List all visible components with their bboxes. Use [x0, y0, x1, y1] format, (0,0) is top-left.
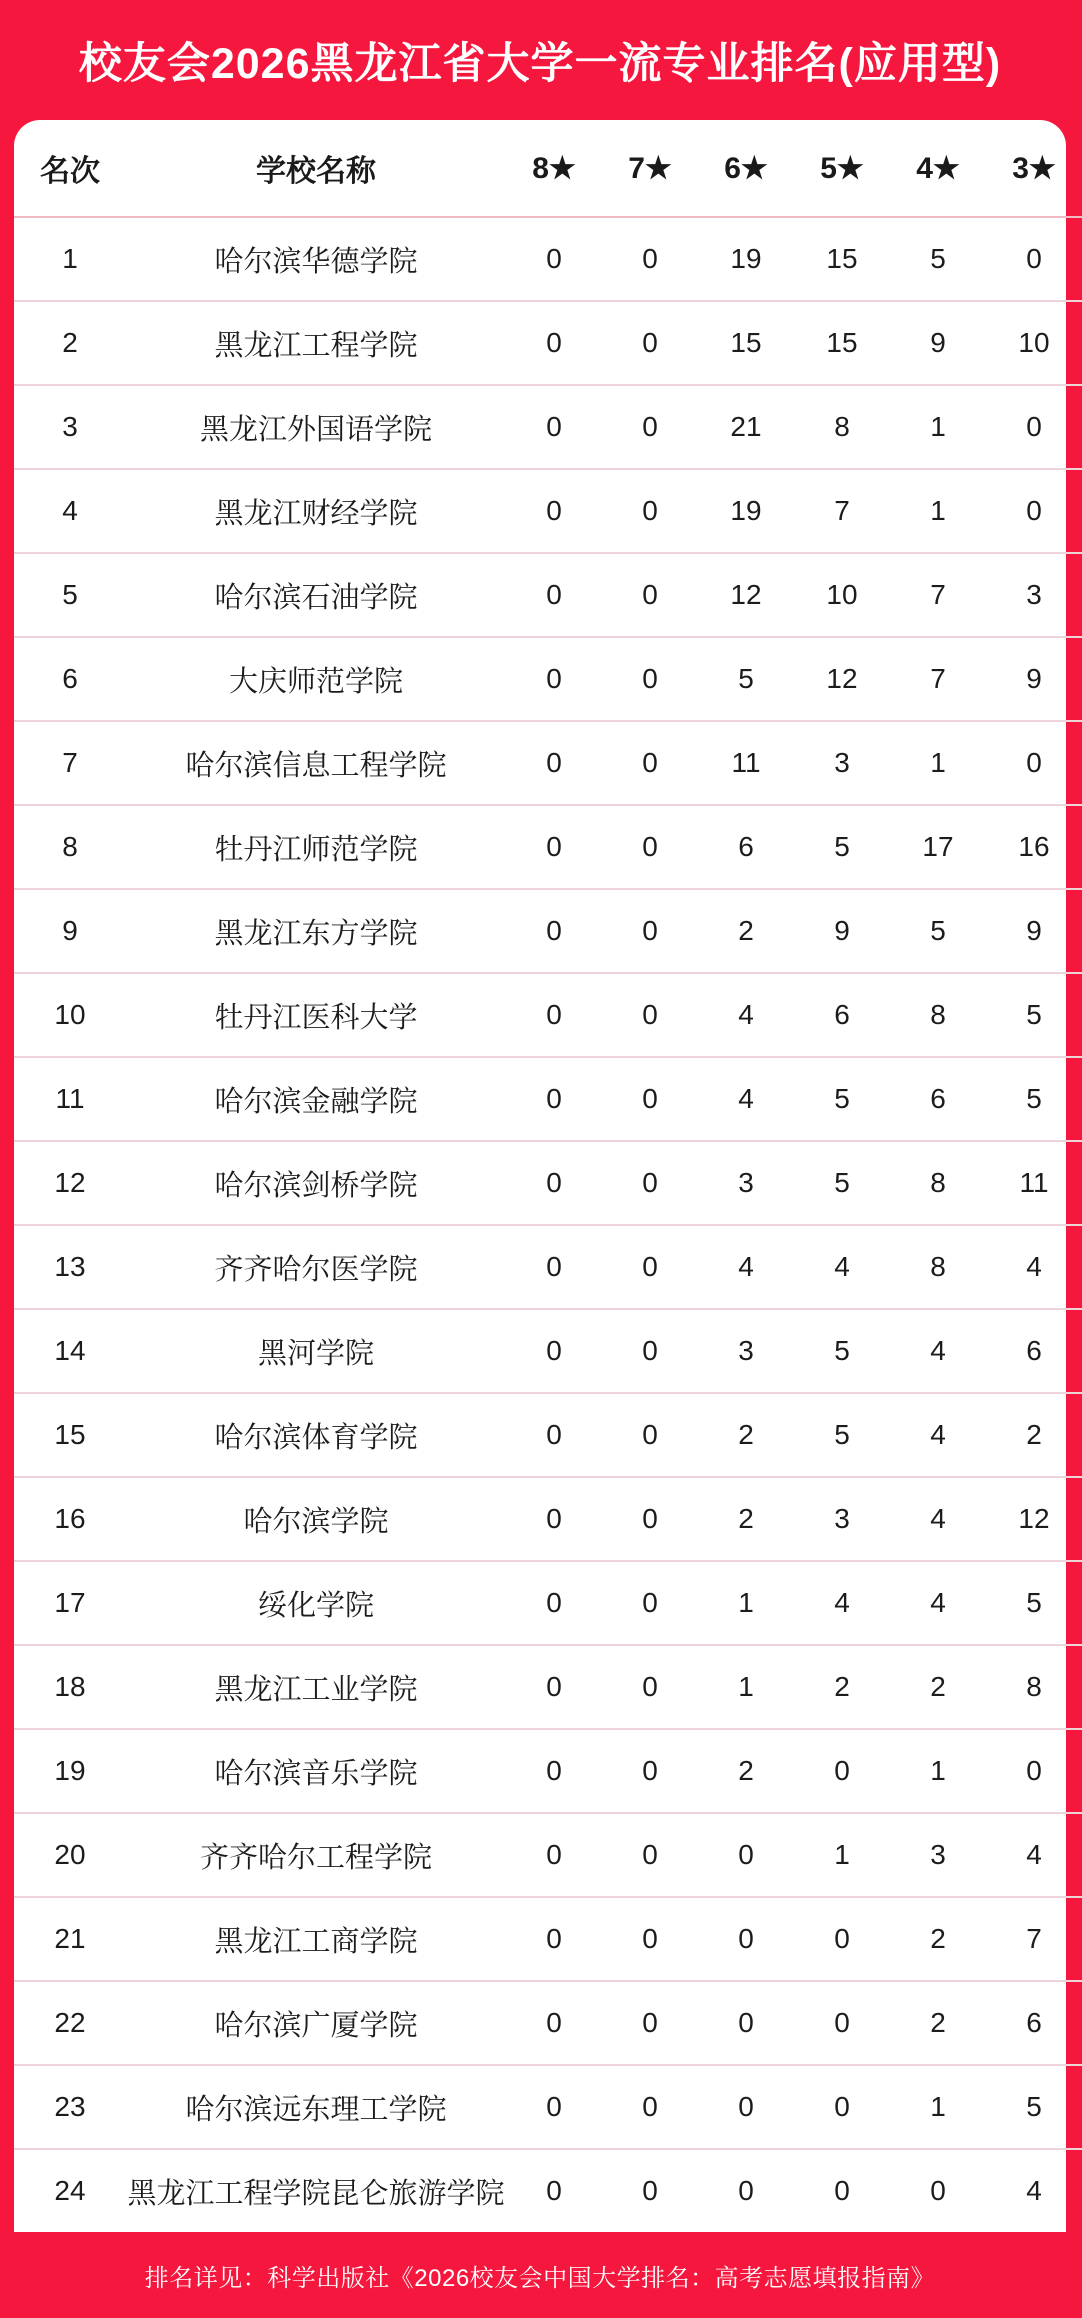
- cell-s8-count: 0: [506, 1981, 602, 2065]
- cell-s7-count: 0: [602, 1393, 698, 1477]
- cell-rank: 24: [54, 2175, 86, 2206]
- cell-school-name: 黑龙江工业学院: [126, 1645, 506, 1729]
- cell-s7-count: 0: [602, 217, 698, 301]
- cell-s6-count: 4: [698, 1225, 794, 1309]
- cell-s5-count: 2: [794, 1645, 890, 1729]
- cell-s8-count: 0: [506, 1645, 602, 1729]
- table-row: [14, 637, 1082, 721]
- cell-s6-count: 12: [698, 553, 794, 637]
- table-row: [14, 721, 1082, 805]
- cell-s6-count: 15: [698, 301, 794, 385]
- cell-s7-count: 0: [602, 1477, 698, 1561]
- cell-s8-count: 0: [506, 889, 602, 973]
- cell-s6-count: 2: [698, 1729, 794, 1813]
- table-header: [14, 120, 1082, 217]
- cell-rank: 23: [14, 2065, 126, 2149]
- table-row: [14, 1057, 1082, 1141]
- table-row: [14, 1225, 1082, 1309]
- cell-s3-count: 4: [1026, 2175, 1042, 2206]
- cell-rank: 19: [14, 1729, 126, 1813]
- cell-s3-count: 11: [986, 1141, 1082, 1225]
- cell-s7-count: 0: [602, 889, 698, 973]
- cell-school-name: 哈尔滨广厦学院: [126, 1981, 506, 2065]
- table-row: [14, 301, 1082, 385]
- table-header-row: [14, 120, 1082, 217]
- cell-s5-count: 5: [794, 1393, 890, 1477]
- cell-s6-count: 6: [698, 805, 794, 889]
- table-row: [14, 1981, 1082, 2065]
- cell-s6-count: 0: [698, 1897, 794, 1981]
- cell-s5-count: 0: [794, 1729, 890, 1813]
- cell-school-name: 哈尔滨剑桥学院: [126, 1141, 506, 1225]
- cell-s7-count: 0: [602, 1057, 698, 1141]
- ranking-table: [14, 120, 1082, 2232]
- cell-rank: 5: [14, 553, 126, 637]
- cell-school-name: 黑龙江工程学院昆仑旅游学院: [127, 2177, 505, 2210]
- cell-s6-count: 11: [698, 721, 794, 805]
- cell-s4-count: 4: [890, 1477, 986, 1561]
- table-row: [14, 1561, 1082, 1645]
- cell-s7-count: 0: [602, 1645, 698, 1729]
- cell-s5-count: 6: [794, 973, 890, 1057]
- table-row: [14, 217, 1082, 301]
- cell-s4-count: 17: [890, 805, 986, 889]
- cell-s4-count: 8: [890, 1141, 986, 1225]
- cell-school-name: 黑河学院: [126, 1309, 506, 1393]
- cell-rank: 22: [14, 1981, 126, 2065]
- cell-rank: 18: [14, 1645, 126, 1729]
- cell-rank: 21: [14, 1897, 126, 1981]
- cell-s5-count: 3: [794, 721, 890, 805]
- cell-s5-count: 0: [794, 1897, 890, 1981]
- cell-school-name: 绥化学院: [126, 1561, 506, 1645]
- cell-s4-count: 7: [890, 553, 986, 637]
- column-header-3-star: 3★: [986, 120, 1082, 217]
- cell-s5-count: 5: [794, 805, 890, 889]
- cell-s5-count: 10: [794, 553, 890, 637]
- cell-s6-count: 3: [698, 1141, 794, 1225]
- cell-school-name: 黑龙江东方学院: [126, 889, 506, 973]
- cell-rank: 14: [14, 1309, 126, 1393]
- cell-school-name: 大庆师范学院: [126, 637, 506, 721]
- cell-s4-count: 4: [890, 1393, 986, 1477]
- column-header-rank: 名次: [14, 120, 126, 217]
- cell-s7-count: 0: [602, 1561, 698, 1645]
- cell-s3-count: 12: [986, 1477, 1082, 1561]
- cell-s3-count: 9: [986, 889, 1082, 973]
- cell-school-name: 黑龙江外国语学院: [126, 385, 506, 469]
- cell-school-name: 哈尔滨体育学院: [126, 1393, 506, 1477]
- cell-s4-count: 2: [890, 1981, 986, 2065]
- cell-school-name: 哈尔滨金融学院: [126, 1057, 506, 1141]
- cell-s5-count: 7: [794, 469, 890, 553]
- cell-s4-count: 2: [890, 1645, 986, 1729]
- cell-s7-count: 0: [602, 805, 698, 889]
- table-row: [14, 973, 1082, 1057]
- cell-s7-count: 0: [602, 1309, 698, 1393]
- table-row: [14, 2065, 1082, 2149]
- cell-s3-count: 5: [986, 973, 1082, 1057]
- cell-s5-count: 8: [794, 385, 890, 469]
- cell-s3-count: 0: [986, 385, 1082, 469]
- cell-rank: 13: [14, 1225, 126, 1309]
- cell-s8-count: 0: [506, 553, 602, 637]
- cell-s3-count: 0: [986, 469, 1082, 553]
- column-header-8-star: 8★: [506, 120, 602, 217]
- table-row: [14, 2149, 1082, 2232]
- table-row: [14, 1729, 1082, 1813]
- cell-rank: 7: [14, 721, 126, 805]
- table-row: [14, 385, 1082, 469]
- cell-s5-count: 4: [794, 1225, 890, 1309]
- cell-s6-count: 2: [698, 1393, 794, 1477]
- cell-s7-count: 0: [602, 1729, 698, 1813]
- cell-s3-count: 7: [986, 1897, 1082, 1981]
- cell-s8-count: 0: [506, 1897, 602, 1981]
- cell-s4-count: 1: [890, 721, 986, 805]
- cell-s8-count: 0: [506, 1729, 602, 1813]
- cell-s4-count: 8: [890, 973, 986, 1057]
- cell-rank: 12: [14, 1141, 126, 1225]
- cell-s5-count: 5: [794, 1057, 890, 1141]
- table-row: [14, 553, 1082, 637]
- cell-s4-count: 5: [890, 217, 986, 301]
- cell-s8-count: 0: [506, 1393, 602, 1477]
- cell-s4-count: 2: [890, 1897, 986, 1981]
- cell-school-name: 齐齐哈尔工程学院: [126, 1813, 506, 1897]
- cell-s6-count: 2: [698, 889, 794, 973]
- cell-rank: 2: [14, 301, 126, 385]
- table-row: [14, 1309, 1082, 1393]
- cell-s7-count: 0: [602, 2065, 698, 2149]
- cell-school-name: 哈尔滨信息工程学院: [126, 721, 506, 805]
- cell-school-name: 哈尔滨远东理工学院: [126, 2065, 506, 2149]
- cell-s4-count: 1: [890, 2065, 986, 2149]
- cell-school-name: 哈尔滨石油学院: [126, 553, 506, 637]
- cell-s8-count: 0: [506, 301, 602, 385]
- page-title: 校友会2026黑龙江省大学一流专业排名(应用型): [78, 39, 1002, 88]
- cell-s6-count: 0: [698, 1813, 794, 1897]
- cell-s6-count: 19: [698, 469, 794, 553]
- column-header-school-name: 学校名称: [126, 120, 506, 217]
- cell-s7-count: 0: [602, 1897, 698, 1981]
- cell-rank: 1: [14, 217, 126, 301]
- cell-school-name: 黑龙江工程学院: [126, 301, 506, 385]
- cell-s4-count: 4: [890, 1561, 986, 1645]
- cell-s6-count: 21: [698, 385, 794, 469]
- cell-rank: 3: [14, 385, 126, 469]
- cell-s5-count: 0: [794, 2065, 890, 2149]
- cell-school-name: 牡丹江师范学院: [126, 805, 506, 889]
- cell-s8-count: 0: [506, 385, 602, 469]
- cell-rank: 15: [14, 1393, 126, 1477]
- cell-s4-count: 1: [890, 1729, 986, 1813]
- cell-rank: 17: [14, 1561, 126, 1645]
- cell-s5-count: 9: [794, 889, 890, 973]
- cell-s3-count: 5: [986, 1057, 1082, 1141]
- cell-s5-count: 5: [794, 1309, 890, 1393]
- cell-s6-count: 1: [698, 1645, 794, 1729]
- cell-s3-count: 5: [986, 1561, 1082, 1645]
- table-row: [14, 1141, 1082, 1225]
- cell-s5-count: 5: [794, 1141, 890, 1225]
- cell-rank: 20: [14, 1813, 126, 1897]
- cell-s5-count: 15: [794, 217, 890, 301]
- cell-s3-count: 6: [986, 1309, 1082, 1393]
- cell-school-name: 牡丹江医科大学: [126, 973, 506, 1057]
- cell-s7-count: 0: [602, 721, 698, 805]
- cell-s3-count: 4: [986, 1225, 1082, 1309]
- cell-s6-count: 1: [698, 1561, 794, 1645]
- column-header-6-star: 6★: [698, 120, 794, 217]
- cell-s6-count: 0: [738, 2175, 754, 2206]
- cell-s8-count: 0: [506, 1141, 602, 1225]
- cell-school-name: 黑龙江工商学院: [126, 1897, 506, 1981]
- table-row: [14, 805, 1082, 889]
- cell-s8-count: 0: [506, 973, 602, 1057]
- cell-s8-count: 0: [506, 217, 602, 301]
- cell-s4-count: 1: [890, 469, 986, 553]
- cell-s7-count: 0: [642, 2175, 658, 2206]
- cell-s8-count: 0: [506, 805, 602, 889]
- cell-s4-count: 5: [890, 889, 986, 973]
- table-row: [14, 469, 1082, 553]
- cell-s5-count: 4: [794, 1561, 890, 1645]
- cell-s8-count: 0: [506, 1477, 602, 1561]
- cell-s8-count: 0: [546, 2175, 562, 2206]
- cell-rank: 16: [14, 1477, 126, 1561]
- cell-s7-count: 0: [602, 553, 698, 637]
- cell-s4-count: 0: [930, 2175, 946, 2206]
- cell-rank: 10: [14, 973, 126, 1057]
- cell-s4-count: 3: [890, 1813, 986, 1897]
- table-row: [14, 889, 1082, 973]
- cell-s6-count: 4: [698, 1057, 794, 1141]
- table-row: [14, 1813, 1082, 1897]
- cell-s3-count: 0: [986, 721, 1082, 805]
- cell-s6-count: 2: [698, 1477, 794, 1561]
- cell-s8-count: 0: [506, 637, 602, 721]
- cell-s7-count: 0: [602, 469, 698, 553]
- column-header-7-star: 7★: [602, 120, 698, 217]
- cell-s3-count: 8: [986, 1645, 1082, 1729]
- table-body: [14, 217, 1082, 2232]
- cell-s4-count: 7: [890, 637, 986, 721]
- cell-school-name: 齐齐哈尔医学院: [126, 1225, 506, 1309]
- table-row: [14, 1897, 1082, 1981]
- cell-s5-count: 0: [834, 2175, 850, 2206]
- cell-s4-count: 9: [890, 301, 986, 385]
- cell-s5-count: 12: [794, 637, 890, 721]
- cell-s4-count: 1: [890, 385, 986, 469]
- cell-s7-count: 0: [602, 1813, 698, 1897]
- ranking-card: [14, 120, 1066, 2232]
- cell-s4-count: 8: [890, 1225, 986, 1309]
- cell-school-name: 哈尔滨音乐学院: [126, 1729, 506, 1813]
- cell-rank: 9: [14, 889, 126, 973]
- cell-s3-count: 2: [986, 1393, 1082, 1477]
- cell-s3-count: 10: [986, 301, 1082, 385]
- column-header-5-star: 5★: [794, 120, 890, 217]
- table-row: [14, 1645, 1082, 1729]
- cell-s7-count: 0: [602, 385, 698, 469]
- table-row: [14, 1393, 1082, 1477]
- footer-note: 排名详见：科学出版社《2026校友会中国大学排名：高考志愿填报指南》: [144, 2264, 936, 2292]
- cell-s7-count: 0: [602, 973, 698, 1057]
- cell-s3-count: 9: [986, 637, 1082, 721]
- cell-s4-count: 6: [890, 1057, 986, 1141]
- cell-s5-count: 1: [794, 1813, 890, 1897]
- cell-s6-count: 5: [698, 637, 794, 721]
- cell-rank: 4: [14, 469, 126, 553]
- cell-s6-count: 0: [698, 2065, 794, 2149]
- cell-s3-count: 5: [986, 2065, 1082, 2149]
- cell-rank: 6: [14, 637, 126, 721]
- cell-s5-count: 3: [794, 1477, 890, 1561]
- cell-s8-count: 0: [506, 1309, 602, 1393]
- cell-s6-count: 4: [698, 973, 794, 1057]
- cell-s6-count: 19: [698, 217, 794, 301]
- cell-s3-count: 6: [986, 1981, 1082, 2065]
- cell-s8-count: 0: [506, 469, 602, 553]
- cell-school-name: 哈尔滨学院: [126, 1477, 506, 1561]
- cell-s8-count: 0: [506, 1813, 602, 1897]
- cell-s3-count: 16: [986, 805, 1082, 889]
- cell-s3-count: 4: [986, 1813, 1082, 1897]
- column-header-4-star: 4★: [890, 120, 986, 217]
- cell-s4-count: 4: [890, 1309, 986, 1393]
- cell-s8-count: 0: [506, 1225, 602, 1309]
- table-row: [14, 1477, 1082, 1561]
- cell-s8-count: 0: [506, 2065, 602, 2149]
- cell-s8-count: 0: [506, 1057, 602, 1141]
- cell-school-name: 哈尔滨华德学院: [126, 217, 506, 301]
- cell-s8-count: 0: [506, 1561, 602, 1645]
- cell-s3-count: 0: [986, 1729, 1082, 1813]
- cell-s7-count: 0: [602, 301, 698, 385]
- cell-rank: 11: [14, 1057, 126, 1141]
- cell-s6-count: 0: [698, 1981, 794, 2065]
- title-bar: [0, 0, 1080, 120]
- cell-s8-count: 0: [506, 721, 602, 805]
- cell-school-name: 黑龙江财经学院: [126, 469, 506, 553]
- cell-s3-count: 0: [986, 217, 1082, 301]
- cell-s5-count: 0: [794, 1981, 890, 2065]
- cell-s7-count: 0: [602, 1981, 698, 2065]
- cell-s3-count: 3: [986, 553, 1082, 637]
- cell-s5-count: 15: [794, 301, 890, 385]
- cell-s7-count: 0: [602, 1225, 698, 1309]
- cell-s7-count: 0: [602, 1141, 698, 1225]
- cell-s7-count: 0: [602, 637, 698, 721]
- cell-s6-count: 3: [698, 1309, 794, 1393]
- cell-rank: 8: [14, 805, 126, 889]
